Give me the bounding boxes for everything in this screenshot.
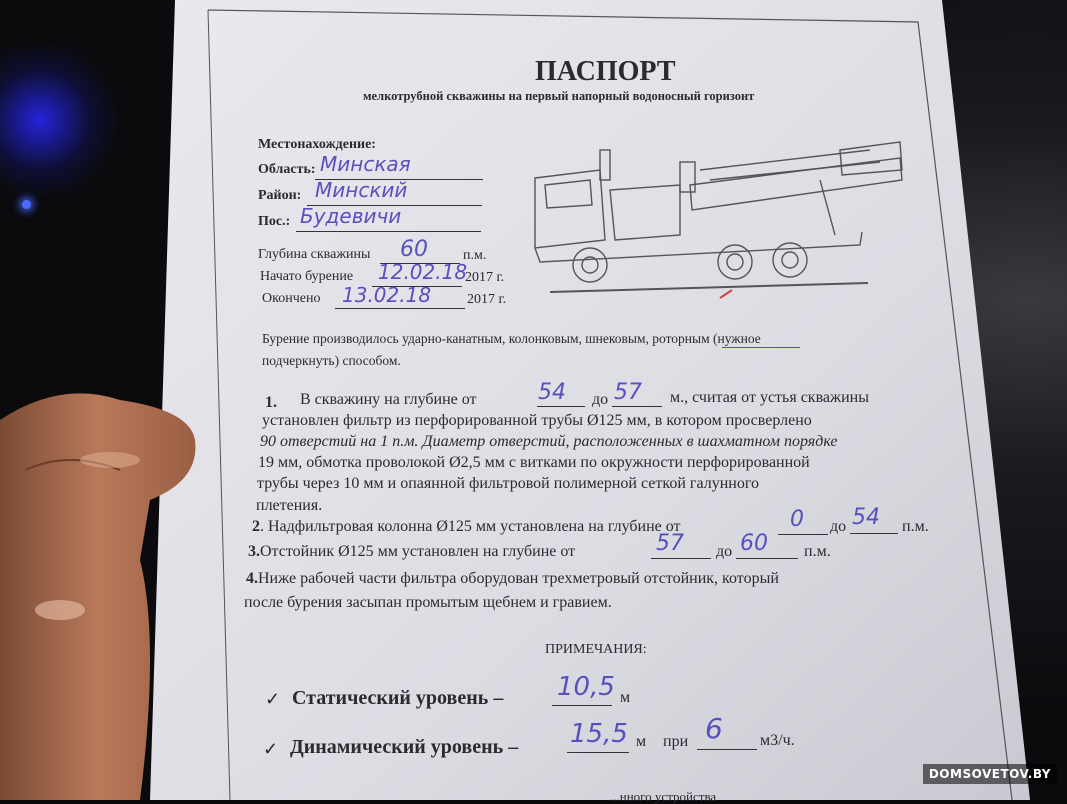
p1-line3: 90 отверстий на 1 п.м. Диаметр отверстий, расположенных в шахматном порядке [260, 433, 838, 450]
p2-unit: п.м. [902, 518, 929, 535]
p2-num: 2 [252, 518, 260, 535]
p3-do: до [716, 543, 733, 560]
p1-do: до [592, 391, 609, 408]
region-label: Область: [258, 162, 316, 177]
end-value: 13.02.18 [342, 283, 432, 307]
p3-line [248, 544, 575, 560]
p3-to: 60 [740, 531, 768, 556]
p1-b: м., считая от устья скважины [670, 389, 869, 406]
doc-title: ПАСПОРТ [535, 56, 676, 87]
dynamic-at: при [663, 733, 689, 750]
end-year: 2017 г. [467, 292, 507, 307]
p4-text1: Ниже рабочей части фильтра оборудован трехметровый отстойник, который [258, 570, 779, 587]
p3-unit: п.м. [804, 543, 831, 560]
p1-from: 54 [538, 380, 566, 405]
p3-from: 57 [656, 531, 684, 556]
dynamic-value: 15,5 [570, 719, 628, 749]
static-unit: м [620, 689, 631, 706]
p4-num: 4. [246, 570, 258, 587]
p4-line1 [246, 571, 779, 587]
notes-title: ПРИМЕЧАНИЯ: [545, 642, 647, 657]
watermark: DOMSOVETOV.BY [923, 764, 1057, 784]
p1-line2: установлен фильтр из перфорированной трубы Ø125 мм, в котором просверлено [262, 412, 812, 429]
p1-num: 1. [265, 394, 277, 411]
check-dynamic: ✓ [263, 739, 279, 759]
depth-value: 60 [400, 237, 428, 262]
dynamic-unit: м [636, 733, 647, 750]
start-label: Начато бурение [260, 269, 354, 284]
p1-line5: трубы через 10 мм и опаянной фильтровой полимерной сеткой галунного [257, 475, 759, 492]
p2-from: 0 [790, 507, 804, 532]
dynamic-label: Динамический уровень – [290, 736, 519, 758]
start-year: 2017 г. [465, 270, 505, 285]
p2-line [252, 519, 681, 535]
p1-line6: плетения. [256, 497, 323, 514]
district-value: Минский [315, 178, 408, 202]
p4-line2: после бурения засыпан промытым щебнем и гравием. [244, 594, 612, 611]
p3-text: Отстойник Ø125 мм установлен на глубине от [260, 543, 576, 560]
p1-to: 57 [614, 380, 642, 405]
region-value: Минская [320, 152, 411, 176]
static-label: Статический уровень – [292, 687, 504, 709]
check-static: ✓ [265, 689, 281, 709]
doc-subtitle: мелкотрубной скважины на первый напорный водоносный горизонт [363, 89, 755, 103]
p2-do: до [830, 518, 847, 535]
method-line1: Бурение производилось ударно-канатным, колонковым, шнековым, роторным (нужное [262, 331, 761, 346]
flow-value: 6 [705, 712, 723, 745]
location-label: Местонахождение: [258, 137, 376, 152]
static-value: 10,5 [557, 672, 615, 702]
p1-a: В скважину на глубине от [300, 391, 477, 408]
bottom-cut-text: ...нного устройства [610, 789, 717, 804]
settlement-value: Будевичи [300, 204, 402, 228]
method-line2: подчеркнуть) способом. [262, 353, 401, 368]
depth-unit: п.м. [463, 248, 487, 263]
p1-line4: 19 мм, обмотка проволокой Ø2,5 мм с витками по окружности перфорированной [258, 454, 810, 471]
district-label: Район: [258, 188, 302, 203]
settlement-label: Пос.: [258, 214, 291, 229]
start-value: 12.02.18 [378, 260, 468, 284]
p2-to: 54 [852, 505, 880, 530]
flow-unit: м3/ч. [760, 732, 795, 749]
p3-num: 3. [248, 543, 260, 560]
p2-text: . Надфильтровая колонна Ø125 мм установлена на глубине от [260, 518, 681, 535]
depth-label: Глубина скважины [258, 247, 371, 262]
end-label: Окончено [262, 291, 321, 306]
